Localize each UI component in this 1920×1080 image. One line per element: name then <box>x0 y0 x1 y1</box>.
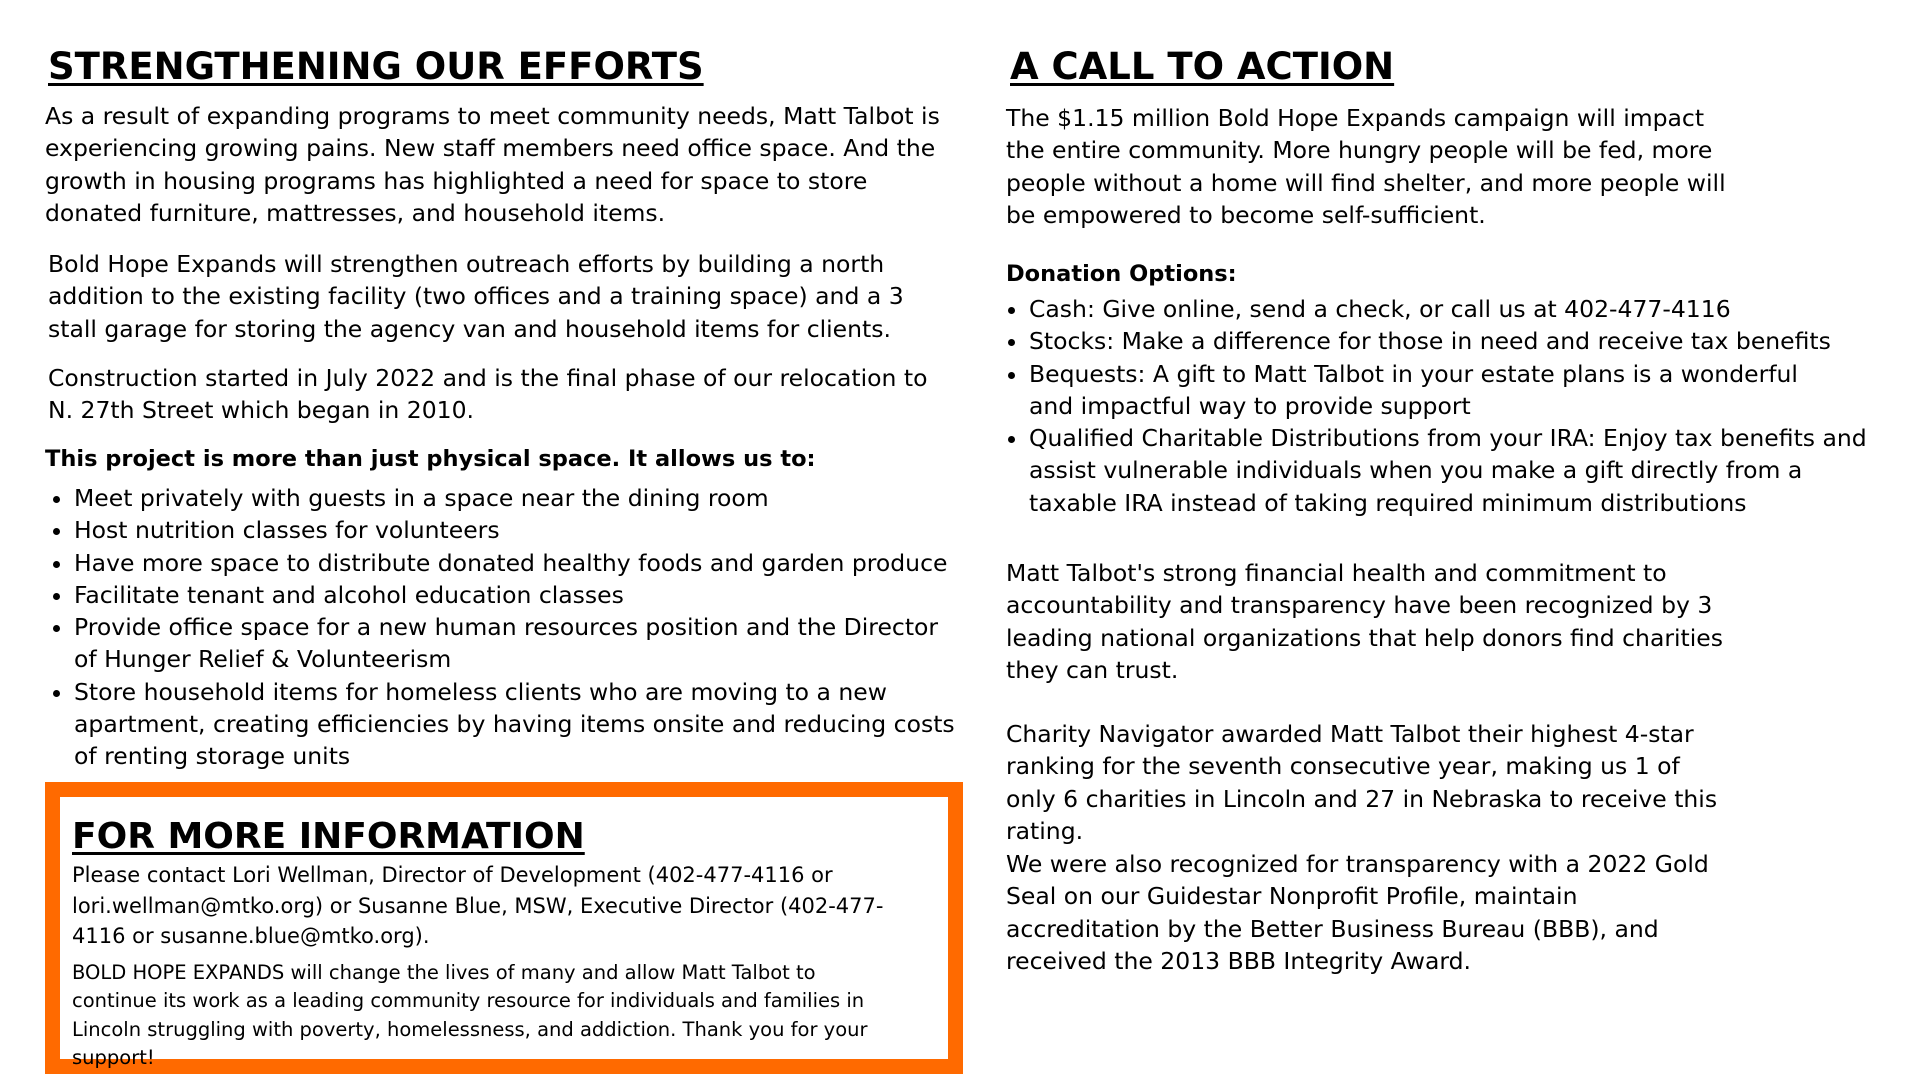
financial-health-paragraph: Matt Talbot's strong financial health and commitment to accountability and transparency have been recognized by 3 leading national organizations that help donors find charities they can trust. <box>1006 559 1723 684</box>
contact-paragraph: Please contact Lori Wellman, Director of Development (402-477-4116 or lori.wellman@mtko.org) or Susanne Blue, MSW, Executive Director (402-477-4116 or susanne.blue@mtko.org). <box>72 863 884 948</box>
more-information-heading: FOR MORE INFORMATION <box>72 816 585 857</box>
list-item: • Cash: Give online, send a check, or call us at 402-477-4116 <box>1029 293 1919 325</box>
donation-options-list <box>1006 293 1919 519</box>
project-lead-text: This project is more than just physical space. It allows us to: <box>45 446 816 472</box>
donation-options-title: Donation Options: <box>1006 261 1237 287</box>
charity-navigator-paragraph: Charity Navigator awarded Matt Talbot their highest 4-star ranking for the seventh consecutive year, making us 1 of only 6 charities in Lincoln and 27 in Nebraska to receive this rating. <box>1006 720 1718 845</box>
guidestar-paragraph: We were also recognized for transparency with a 2022 Gold Seal on our Guidestar Nonprofit Profile, maintain accreditation by the Better Business Bureau (BBB), and received the 2013 BBB Integrity Award. <box>1006 850 1709 975</box>
strengthening-paragraph-2: Bold Hope Expands will strengthen outreach efforts by building a north addition to the existing facility (two offices and a training space) and a 3 stall garage for storing the agency van and household items for clients. <box>48 250 904 343</box>
closing-paragraph: BOLD HOPE EXPANDS will change the lives of many and allow Matt Talbot to continue its work as a leading community resource for individuals and families in Lincoln struggling with poverty, homelessness, and addiction. Thank you for your support! <box>72 960 868 1069</box>
list-item: • Meet privately with guests in a space near the dining room <box>74 482 994 514</box>
more-information-box <box>45 782 963 1074</box>
list-item: • Stocks: Make a difference for those in need and receive tax benefits <box>1029 325 1919 357</box>
strengthening-heading: STRENGTHENING OUR EFFORTS <box>48 45 704 88</box>
list-item: • Have more space to distribute donated healthy foods and garden produce <box>74 547 994 579</box>
list-item: • Qualified Charitable Distributions from your IRA: Enjoy tax benefits and assist vulnerable individuals when you make a gift directly from a taxable IRA instead of taking required minimum distributions <box>1029 422 1889 519</box>
list-item: • Bequests: A gift to Matt Talbot in your estate plans is a wonderful and impactful way to provide support <box>1029 358 1839 423</box>
list-item: • Store household items for homeless clients who are moving to a new apartment, creating efficiencies by having items onsite and reducing costs of renting storage units <box>74 676 964 773</box>
campaign-paragraph: The $1.15 million Bold Hope Expands campaign will impact the entire community. More hungry people will be fed, more people without a home will find shelter, and more people will be empowered to become self-sufficient. <box>1006 104 1726 229</box>
list-item: • Provide office space for a new human resources position and the Director of Hunger Relief & Volunteerism <box>74 611 964 676</box>
call-to-action-heading: A CALL TO ACTION <box>1010 45 1395 88</box>
list-item: • Host nutrition classes for volunteers <box>74 514 994 546</box>
project-benefits-list <box>45 482 994 773</box>
list-item: • Facilitate tenant and alcohol education classes <box>74 579 994 611</box>
strengthening-paragraph-3: Construction started in July 2022 and is the final phase of our relocation to N. 27th Street which began in 2010. <box>48 364 928 425</box>
strengthening-paragraph-1: As a result of expanding programs to meet community needs, Matt Talbot is experiencing growing pains. New staff members need office space. And the growth in housing programs has highlighted a need for space to store donated furniture, mattresses, and household items. <box>45 102 940 227</box>
